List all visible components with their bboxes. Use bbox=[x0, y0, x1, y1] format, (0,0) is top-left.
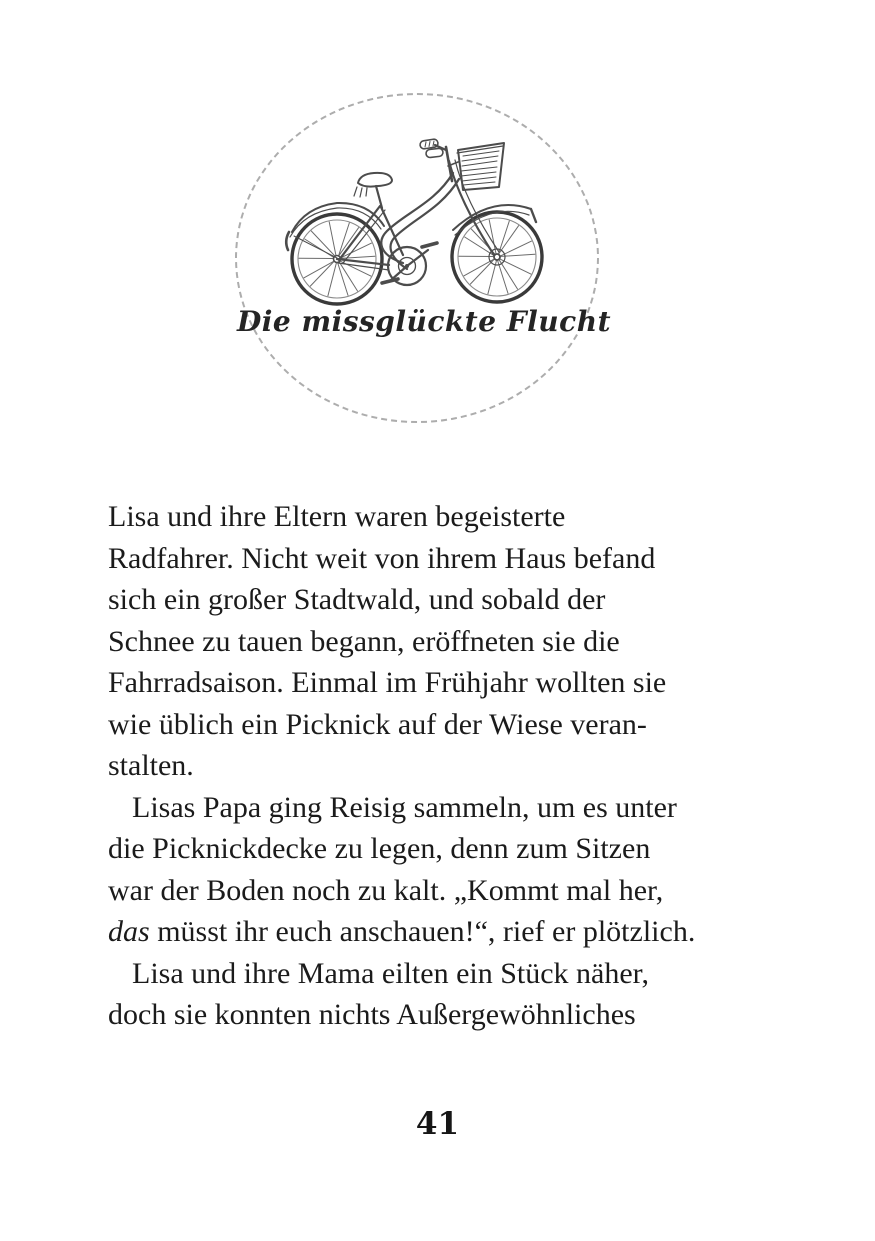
chapter-title: Die missglückte Flucht bbox=[237, 305, 612, 338]
paragraph bbox=[108, 953, 788, 1036]
paragraph bbox=[108, 787, 788, 953]
text-line: stalten. bbox=[108, 749, 194, 782]
page-number: 41 bbox=[415, 1106, 460, 1142]
text-line: war der Boden noch zu kalt. „Kommt mal her, bbox=[108, 873, 664, 907]
text-line: sich ein großer Stadtwald, und sobald der bbox=[108, 583, 606, 616]
text-line: Radfahrer. Nicht weit von ihrem Haus befand bbox=[108, 541, 656, 575]
paragraph bbox=[108, 496, 788, 787]
chapter-medallion bbox=[235, 93, 612, 423]
text-line: das müsst ihr euch anschauen!“, rief er plötzlich. bbox=[108, 915, 696, 948]
text-line: Fahrradsaison. Einmal im Frühjahr wollten sie bbox=[108, 666, 667, 699]
text-line: doch sie konnten nichts Außergewöhnliches bbox=[108, 998, 636, 1031]
text-line: Lisas Papa ging Reisig sammeln, um es unter bbox=[132, 790, 677, 824]
text-line: Schnee zu tauen begann, eröffneten sie die bbox=[108, 624, 620, 658]
bicycle-illustration bbox=[277, 129, 607, 314]
text-line: wie üblich ein Picknick auf der Wiese veran- bbox=[108, 707, 647, 741]
text-line: die Picknickdecke zu legen, denn zum Sitzen bbox=[108, 832, 651, 865]
body-text bbox=[108, 496, 788, 1036]
text-line: Lisa und ihre Mama eilten ein Stück näher, bbox=[132, 956, 649, 990]
text-line: Lisa und ihre Eltern waren begeisterte bbox=[108, 500, 566, 533]
